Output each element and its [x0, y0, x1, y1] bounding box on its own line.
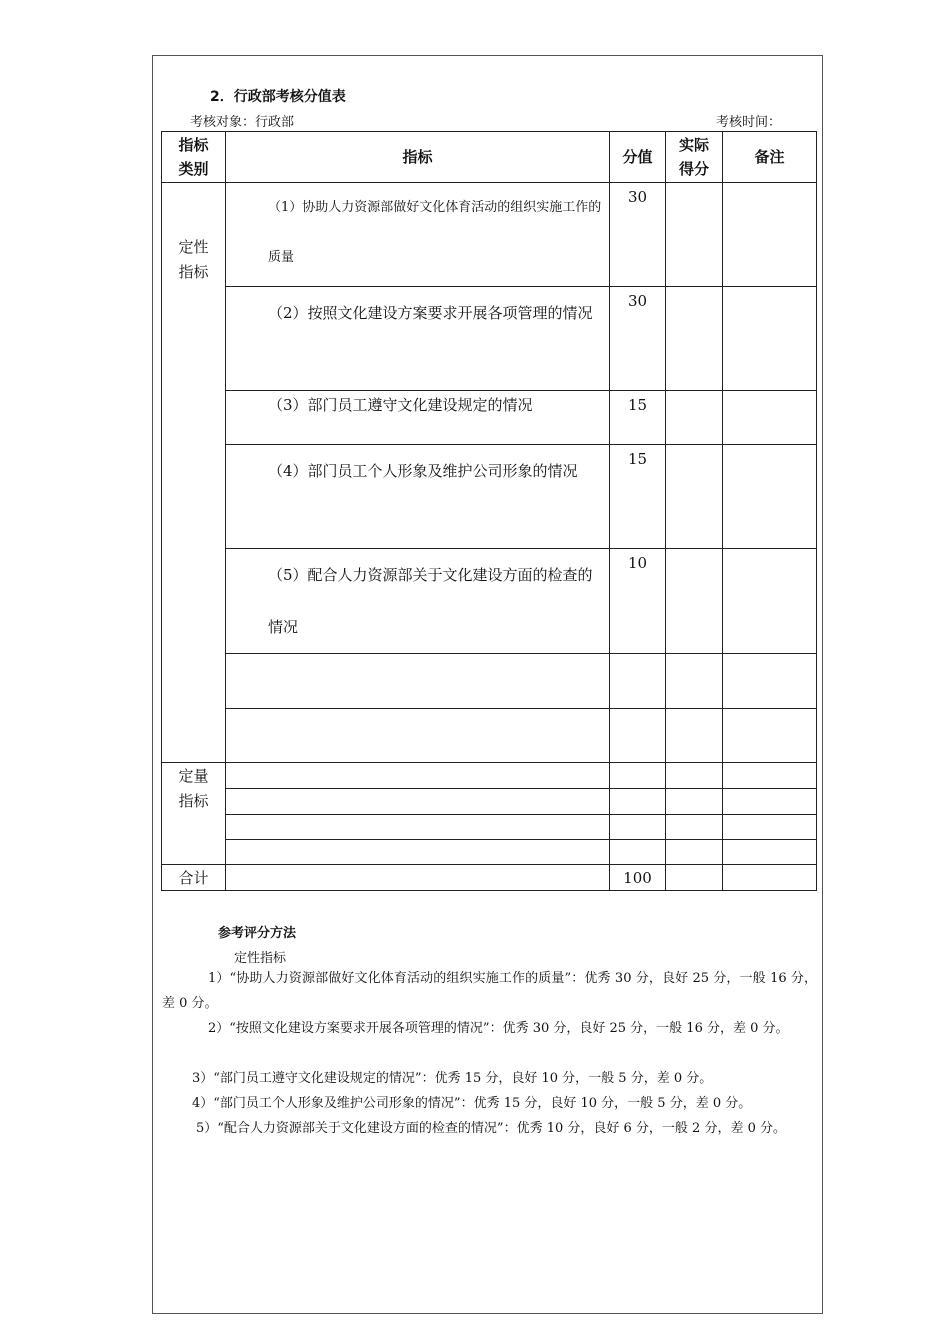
- header-actual: 实际得分: [666, 132, 723, 183]
- score-cell: 30: [610, 183, 666, 287]
- score-cell[interactable]: [610, 815, 666, 840]
- total-remark-cell[interactable]: [723, 865, 817, 891]
- actual-score-cell[interactable]: [666, 287, 723, 391]
- table-row: [162, 763, 817, 789]
- indicator-cell: （2）按照文化建设方案要求开展各项管理的情况: [226, 287, 610, 391]
- header-row: [162, 132, 817, 183]
- method-item: 2）“按照文化建设方案要求开展各项管理的情况”：优秀 30 分，良好 25 分，一般 16 分，差 0 分。: [208, 1021, 789, 1036]
- assessment-time: 考核时间：: [716, 115, 782, 130]
- remark-cell[interactable]: [723, 709, 817, 763]
- indicator-cell[interactable]: [226, 840, 610, 865]
- table-row: [162, 815, 817, 840]
- total-row: [162, 865, 817, 891]
- actual-score-cell[interactable]: [666, 183, 723, 287]
- actual-score-cell[interactable]: [666, 789, 723, 815]
- score-cell[interactable]: [610, 840, 666, 865]
- actual-score-cell[interactable]: [666, 709, 723, 763]
- header-remark: 备注: [723, 132, 817, 183]
- indicator-cell[interactable]: [226, 815, 610, 840]
- actual-score-cell[interactable]: [666, 815, 723, 840]
- indicator-cell[interactable]: [226, 709, 610, 763]
- table-heading: 2．行政部考核分值表: [210, 89, 346, 105]
- remark-cell[interactable]: [723, 183, 817, 287]
- remark-cell[interactable]: [723, 789, 817, 815]
- indicator-cell: （3）部门员工遵守文化建设规定的情况: [226, 391, 610, 445]
- indicator-cell: （1）协助人力资源部做好文化体育活动的组织实施工作的质量: [226, 183, 610, 287]
- total-label: 合计: [162, 865, 226, 891]
- header-category: 指标类别: [162, 132, 226, 183]
- table-row: [162, 287, 817, 391]
- actual-score-cell[interactable]: [666, 840, 723, 865]
- table-row: [162, 391, 817, 445]
- method-subtitle: 定性指标: [234, 951, 287, 966]
- method-item: 4）“部门员工个人形象及维护公司形象的情况”：优秀 15 分，良好 10 分，一般 5 分，差 0 分。: [192, 1096, 752, 1111]
- actual-score-cell[interactable]: [666, 763, 723, 789]
- score-cell: 30: [610, 287, 666, 391]
- remark-cell[interactable]: [723, 654, 817, 709]
- remark-cell[interactable]: [723, 445, 817, 549]
- actual-score-cell[interactable]: [666, 654, 723, 709]
- table-row: [162, 183, 817, 287]
- table-row: [162, 445, 817, 549]
- score-cell: 15: [610, 391, 666, 445]
- remark-cell[interactable]: [723, 391, 817, 445]
- table-row: [162, 709, 817, 763]
- actual-score-cell[interactable]: [666, 445, 723, 549]
- table-row: [162, 789, 817, 815]
- indicator-cell[interactable]: [226, 654, 610, 709]
- table-row: [162, 549, 817, 654]
- remark-cell[interactable]: [723, 815, 817, 840]
- method-title: 参考评分方法: [218, 926, 297, 941]
- indicator-cell[interactable]: [226, 789, 610, 815]
- method-item: 1）“协助人力资源部做好文化体育活动的组织实施工作的质量”：优秀 30 分，良好 25 分，一般 16 分，差 0 分。: [162, 971, 817, 1011]
- assessment-target: 考核对象：行政部: [190, 115, 295, 130]
- score-cell[interactable]: [610, 789, 666, 815]
- remark-cell[interactable]: [723, 549, 817, 654]
- table-row: [162, 840, 817, 865]
- method-item: 5）“配合人力资源部关于文化建设方面的检查的情况”：优秀 10 分，良好 6 分，一般 2 分，差 0 分。: [196, 1121, 786, 1136]
- header-indicator: 指标: [226, 132, 610, 183]
- qualitative-category: 定性指标: [162, 183, 226, 763]
- score-cell[interactable]: [610, 709, 666, 763]
- indicator-cell[interactable]: [226, 763, 610, 789]
- remark-cell[interactable]: [723, 287, 817, 391]
- method-item: 3）“部门员工遵守文化建设规定的情况”：优秀 15 分，良好 10 分，一般 5 分，差 0 分。: [192, 1071, 713, 1086]
- actual-score-cell[interactable]: [666, 549, 723, 654]
- quantitative-category: 定量指标: [162, 763, 226, 865]
- actual-score-cell[interactable]: [666, 391, 723, 445]
- indicator-cell: （4）部门员工个人形象及维护公司形象的情况: [226, 445, 610, 549]
- total-actual-cell[interactable]: [666, 865, 723, 891]
- indicator-cell: （5）配合人力资源部关于文化建设方面的检查的情况: [226, 549, 610, 654]
- remark-cell[interactable]: [723, 763, 817, 789]
- remark-cell[interactable]: [723, 840, 817, 865]
- score-cell[interactable]: [610, 763, 666, 789]
- score-table: [161, 131, 817, 891]
- total-score: 100: [610, 865, 666, 891]
- header-score: 分值: [610, 132, 666, 183]
- score-cell[interactable]: [610, 654, 666, 709]
- score-cell: 15: [610, 445, 666, 549]
- total-indicator-cell: [226, 865, 610, 891]
- table-row: [162, 654, 817, 709]
- score-cell: 10: [610, 549, 666, 654]
